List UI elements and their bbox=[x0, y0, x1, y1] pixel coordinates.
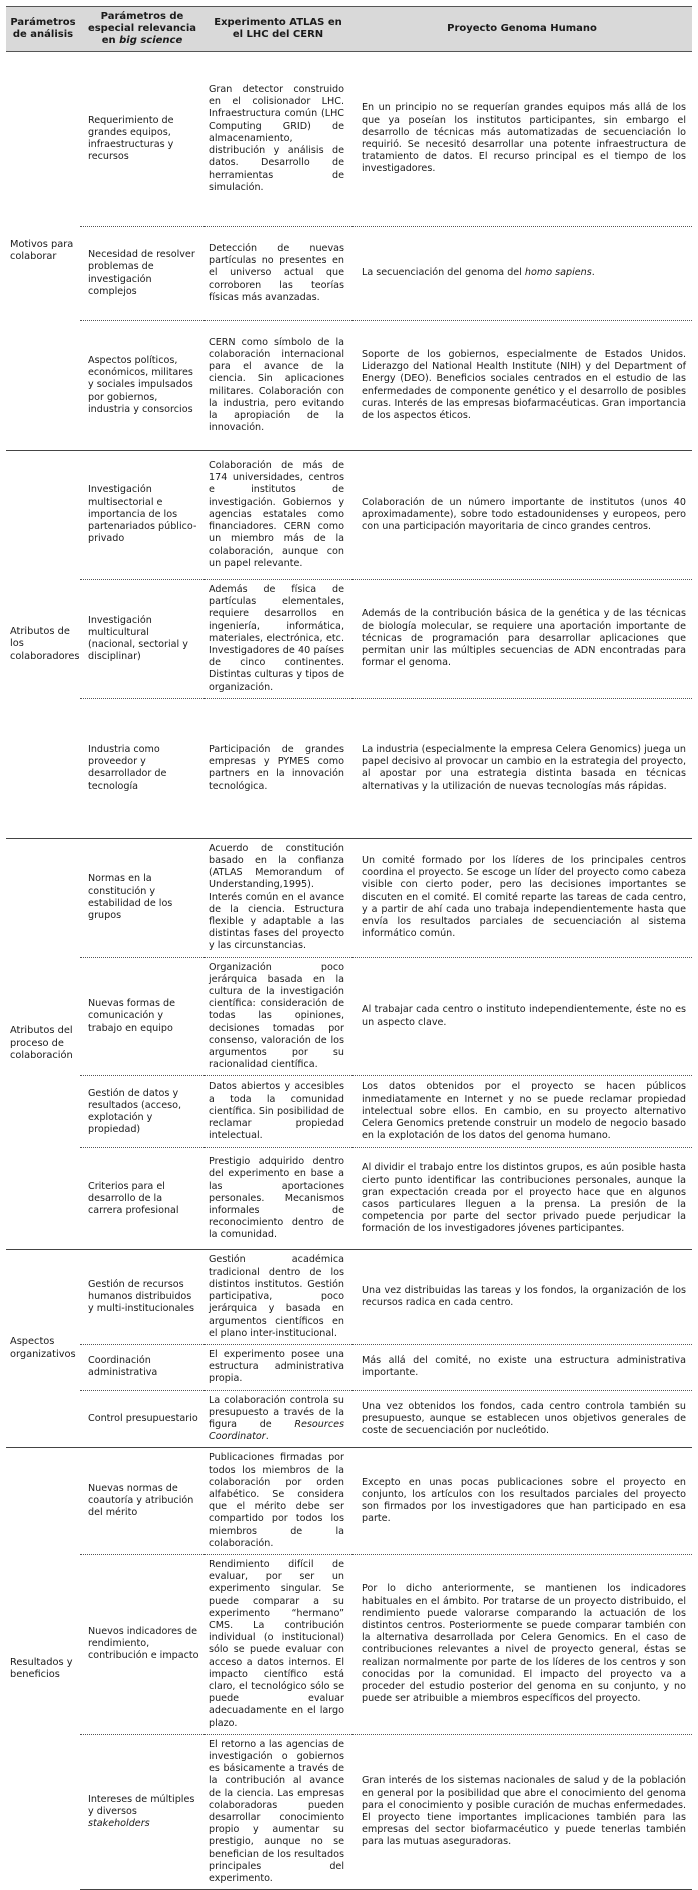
table-row bbox=[6, 1076, 692, 1148]
table-row bbox=[6, 1554, 692, 1734]
param-text: Intereses de múltiples y diversos bbox=[88, 1793, 195, 1817]
atlas-cell: El experimento posee una estructura administrativa propia. bbox=[204, 1344, 352, 1390]
param-cell: Criterios para el desarrollo de la carrera profesional bbox=[80, 1148, 204, 1250]
genoma-cell: Más allá del comité, no existe una estructura administrativa importante. bbox=[352, 1344, 692, 1390]
comparison-table bbox=[6, 6, 692, 1890]
param-cell: Aspectos políticos, económicos, militares y sociales impulsados por gobiernos, industria y consorcios bbox=[80, 321, 204, 451]
table-row bbox=[6, 451, 692, 580]
param-cell: Nuevas normas de coautoría y atribución del mérito bbox=[80, 1448, 204, 1555]
atlas-italic: Resources Coordinator bbox=[209, 1418, 344, 1443]
param-cell: Necesidad de resolver problemas de investigación complejos bbox=[80, 227, 204, 321]
group-label: Aspectos organizativos bbox=[6, 1250, 80, 1448]
genoma-cell: Al dividir el trabajo entre los distintos grupos, es aún posible hasta cierto punto identificar las contribuciones personales, aunque la gran expectación creada por el proyecto hace que en algunos casos particulares lleguen a la prensa. La presión de la competencia por parte del sector privado puede perjudicar la formación de los investigadores jóvenes participantes. bbox=[352, 1148, 692, 1250]
genoma-cell: Una vez obtenidos los fondos, cada centro controla también su presupuesto, aunque se establecen unos objetivos generales de coste de secuenciación por nucleótido. bbox=[352, 1390, 692, 1448]
genoma-cell: Al trabajar cada centro o instituto independientemente, éste no es un aspecto clave. bbox=[352, 957, 692, 1076]
atlas-cell: Gran detector construido en el colisionador LHC. Infraestructura común (LHC Computing GRID) de almacenamiento, distribución y análisis de datos. Desarrollo de herramientas de simulación. bbox=[204, 52, 352, 227]
atlas-cell: El retorno a las agencias de investigación o gobiernos es básicamente a través de la contribución al avance de la ciencia. Las empresas colaboradoras pueden desarrollar conocimiento propio y aumentar su prestigio, aunque no se benefician de los resultados principales del experimento. bbox=[204, 1734, 352, 1889]
table-row bbox=[6, 321, 692, 451]
genoma-cell: Una vez distribuidas las tareas y los fondos, la organización de los recursos radica en cada centro. bbox=[352, 1250, 692, 1344]
atlas-text: La colaboración controla su presupuesto a través de la figura de bbox=[209, 1394, 344, 1430]
param-cell: Nuevas formas de comunicación y trabajo en equipo bbox=[80, 957, 204, 1076]
param-cell: Gestión de datos y resultados (acceso, explotación y propiedad) bbox=[80, 1076, 204, 1148]
param-cell: Control presupuestario bbox=[80, 1390, 204, 1448]
table-row bbox=[6, 698, 692, 838]
genoma-cell bbox=[352, 227, 692, 321]
header-genoma: Proyecto Genoma Humano bbox=[352, 7, 692, 52]
header-big-science-parameters bbox=[80, 7, 204, 52]
genoma-text: La secuenciación del genoma del bbox=[362, 267, 525, 279]
atlas-cell: Gestión académica tradicional dentro de los distintos institutos. Gestión participativa, poco jerárquica y basada en argumentos científicos en el plano inter-institucional. bbox=[204, 1250, 352, 1344]
atlas-cell bbox=[204, 1390, 352, 1448]
genoma-cell: Excepto en unas pocas publicaciones sobre el proyecto en conjunto, los artículos con los resultados parciales del proyecto son firmados por los investigadores que han participado en esa parte. bbox=[352, 1448, 692, 1555]
genoma-cell: Por lo dicho anteriormente, se mantienen los indicadores habituales en el ámbito. Por tratarse de un proyecto distribuido, el rendimiento puede valorarse comparando la actuación de los distintos centros. Posteriormente se puede comparar también con la alternativa desarrollada por Celera Genomics. En el caso de contribuciones relevantes a nivel de proyecto general, éstas se realizan normalmente por parte de los líderes de los centros y son conocidas por la comunidad. El impacto del proyecto va a proceder del estudio posterior del genoma en su conjunto, y no puede ser atribuible a miembros específicos del proyecto. bbox=[352, 1554, 692, 1734]
header-analysis-parameters: Parámetros de análisis bbox=[6, 7, 80, 52]
table-row bbox=[6, 1734, 692, 1889]
atlas-cell: Prestigio adquirido dentro del experimento en base a las aportaciones personales. Mecanismos informales de reconocimiento dentro de la comunidad. bbox=[204, 1148, 352, 1250]
atlas-cell: Rendimiento difícil de evaluar, por ser un experimento singular. Se puede comparar a su experimento “hermano” CMS. La contribución individual (o institucional) sólo se puede evaluar con acceso a datos internos. El impacto científico está claro, el tecnológico sólo se puede evaluar adecuadamente en el largo plazo. bbox=[204, 1554, 352, 1734]
atlas-cell: Colaboración de más de 174 universidades, centros e institutos de investigación. Gobiernos y agencias estatales como financiadores. CERN como un miembro más de la colaboración, aunque con un papel relevante. bbox=[204, 451, 352, 580]
param-cell: Gestión de recursos humanos distribuidos y multi-institucionales bbox=[80, 1250, 204, 1344]
table-row bbox=[6, 1250, 692, 1344]
table-row bbox=[6, 1448, 692, 1555]
atlas-cell: CERN como símbolo de la colaboración internacional para el avance de la ciencia. Sin aplicaciones militares. Colaboración con la industria, pero evitando la apropiación de la innovación. bbox=[204, 321, 352, 451]
atlas-cell: Participación de grandes empresas y PYMES como partners en la innovación tecnológica. bbox=[204, 698, 352, 838]
param-cell bbox=[80, 1734, 204, 1889]
genoma-cell: La industria (especialmente la empresa Celera Genomics) juega un papel decisivo al provocar un cambio en la estrategia del proyecto, al apostar por una estrategia distinta basada en técnicas alternativas y la utilización de nuevas tecnologías más rápidas. bbox=[352, 698, 692, 838]
param-cell: Investigación multisectorial e importancia de los partenariados público-privado bbox=[80, 451, 204, 580]
atlas-cell: Publicaciones firmadas por todos los miembros de la colaboración por orden alfabético. Se considera que el mérito debe ser compartido por todos los miembros de la colaboración. bbox=[204, 1448, 352, 1555]
atlas-cell: Además de física de partículas elementales, requiere desarrollos en ingeniería, informática, materiales, electrónica, etc. Investigadores de 40 países de cinco continentes. Distintas culturas y tipos de organización. bbox=[204, 580, 352, 699]
table-row bbox=[6, 1390, 692, 1448]
genoma-cell: Además de la contribución básica de la genética y de las técnicas de biología molecular, se requiere una aportación importante de técnicas de programación para desarrollar aplicaciones que permitan unir las múltiples secuencias de ADN encontradas para formar el genoma. bbox=[352, 580, 692, 699]
param-italic: stakeholders bbox=[88, 1818, 150, 1830]
table-row bbox=[6, 957, 692, 1076]
table-row bbox=[6, 227, 692, 321]
table-row bbox=[6, 52, 692, 227]
param-cell: Coordinación administrativa bbox=[80, 1344, 204, 1390]
group-label: Resultados y beneficios bbox=[6, 1448, 80, 1890]
genoma-cell: Gran interés de los sistemas nacionales de salud y de la población en general por la posibilidad que abre el conocimiento del genoma para el conocimiento y posible curación de muchas enfermedades. El proyecto tiene importantes implicaciones también para las empresas del sector biofarmacéutico y puede tenerlas también para las mutuas aseguradoras. bbox=[352, 1734, 692, 1889]
table-header-row bbox=[6, 7, 692, 52]
genoma-cell: Soporte de los gobiernos, especialmente de Estados Unidos. Liderazgo del National Health Institute (NIH) y del Department of Energy (DEO). Beneficios sociales centrados en el estudio de las enfermedades de componente genético y el desarrollo de posibles curas. Interés de las empresas biofarmacéuticas. Gran importancia de los aspectos éticos. bbox=[352, 321, 692, 451]
table-row bbox=[6, 838, 692, 957]
genoma-cell: Colaboración de un número importante de institutos (unos 40 aproximadamente), sobre todo estadounidenses y europeos, pero con una participación mayoritaria de cinco grandes centros. bbox=[352, 451, 692, 580]
param-cell: Investigación multicultural (nacional, sectorial y disciplinar) bbox=[80, 580, 204, 699]
atlas-text-end: . bbox=[265, 1431, 269, 1443]
genoma-cell: Los datos obtenidos por el proyecto se hacen públicos inmediatamente en Internet y no se puede reclamar propiedad intelectual sobre ellos. En cambio, en su proyecto alternativo Celera Genomics pretende construir un modelo de negocio basado en la explotación de los datos del genoma humano. bbox=[352, 1076, 692, 1148]
param-cell: Requerimiento de grandes equipos, infraestructuras y recursos bbox=[80, 52, 204, 227]
table-row bbox=[6, 580, 692, 699]
param-cell: Nuevos indicadores de rendimiento, contribución e impacto bbox=[80, 1554, 204, 1734]
group-label: Motivos para colaborar bbox=[6, 52, 80, 451]
genoma-italic: homo sapiens bbox=[524, 267, 592, 279]
group-label: Atributos del proceso de colaboración bbox=[6, 838, 80, 1250]
param-cell: Normas en la constitución y estabilidad de los grupos bbox=[80, 838, 204, 957]
atlas-cell: Acuerdo de constitución basado en la confianza (ATLAS Memorandum of Understanding,1995). Interés común en el avance de la ciencia. Estructura flexible y adaptable a las distintas fases del proyecto y las circunstancias. bbox=[204, 838, 352, 957]
header-col2-italic: big science bbox=[119, 35, 183, 46]
table-row bbox=[6, 1148, 692, 1250]
genoma-text-end: . bbox=[591, 267, 595, 279]
param-cell: Industria como proveedor y desarrollador de tecnología bbox=[80, 698, 204, 838]
group-label: Atributos de los colaboradores bbox=[6, 451, 80, 839]
header-col2-text: Parámetros de especial relevancia en bbox=[87, 11, 197, 46]
header-atlas: Experimento ATLAS en el LHC del CERN bbox=[204, 7, 352, 52]
atlas-cell: Detección de nuevas partículas no presentes en el universo actual que corroboren las teorías físicas más avanzadas. bbox=[204, 227, 352, 321]
table-row bbox=[6, 1344, 692, 1390]
atlas-cell: Organización poco jerárquica basada en la cultura de la investigación científica: consideración de todas las opiniones, decisiones tomadas por consenso, valoración de los argumentos por su racionalidad científica. bbox=[204, 957, 352, 1076]
genoma-cell: Un comité formado por los líderes de los principales centros coordina el proyecto. Se escoge un líder del proyecto como cabeza visible con cierto poder, pero las decisiones importantes se discuten en el comité. El comité reparte las tareas de cada centro, y a partir de ahí cada uno trabaja independientemente hasta que envía los resultados parciales de secuenciación al sistema informático común. bbox=[352, 838, 692, 957]
genoma-cell: En un principio no se requerían grandes equipos más allá de los que ya poseían los institutos participantes, sin embargo el desarrollo de técnicas más automatizadas de secuenciación lo requirió. Se necesitó desarrollar una potente infraestructura de tratamiento de datos. El recurso principal es el tiempo de los investigadores. bbox=[352, 52, 692, 227]
atlas-cell: Datos abiertos y accesibles a toda la comunidad científica. Sin posibilidad de reclamar propiedad intelectual. bbox=[204, 1076, 352, 1148]
